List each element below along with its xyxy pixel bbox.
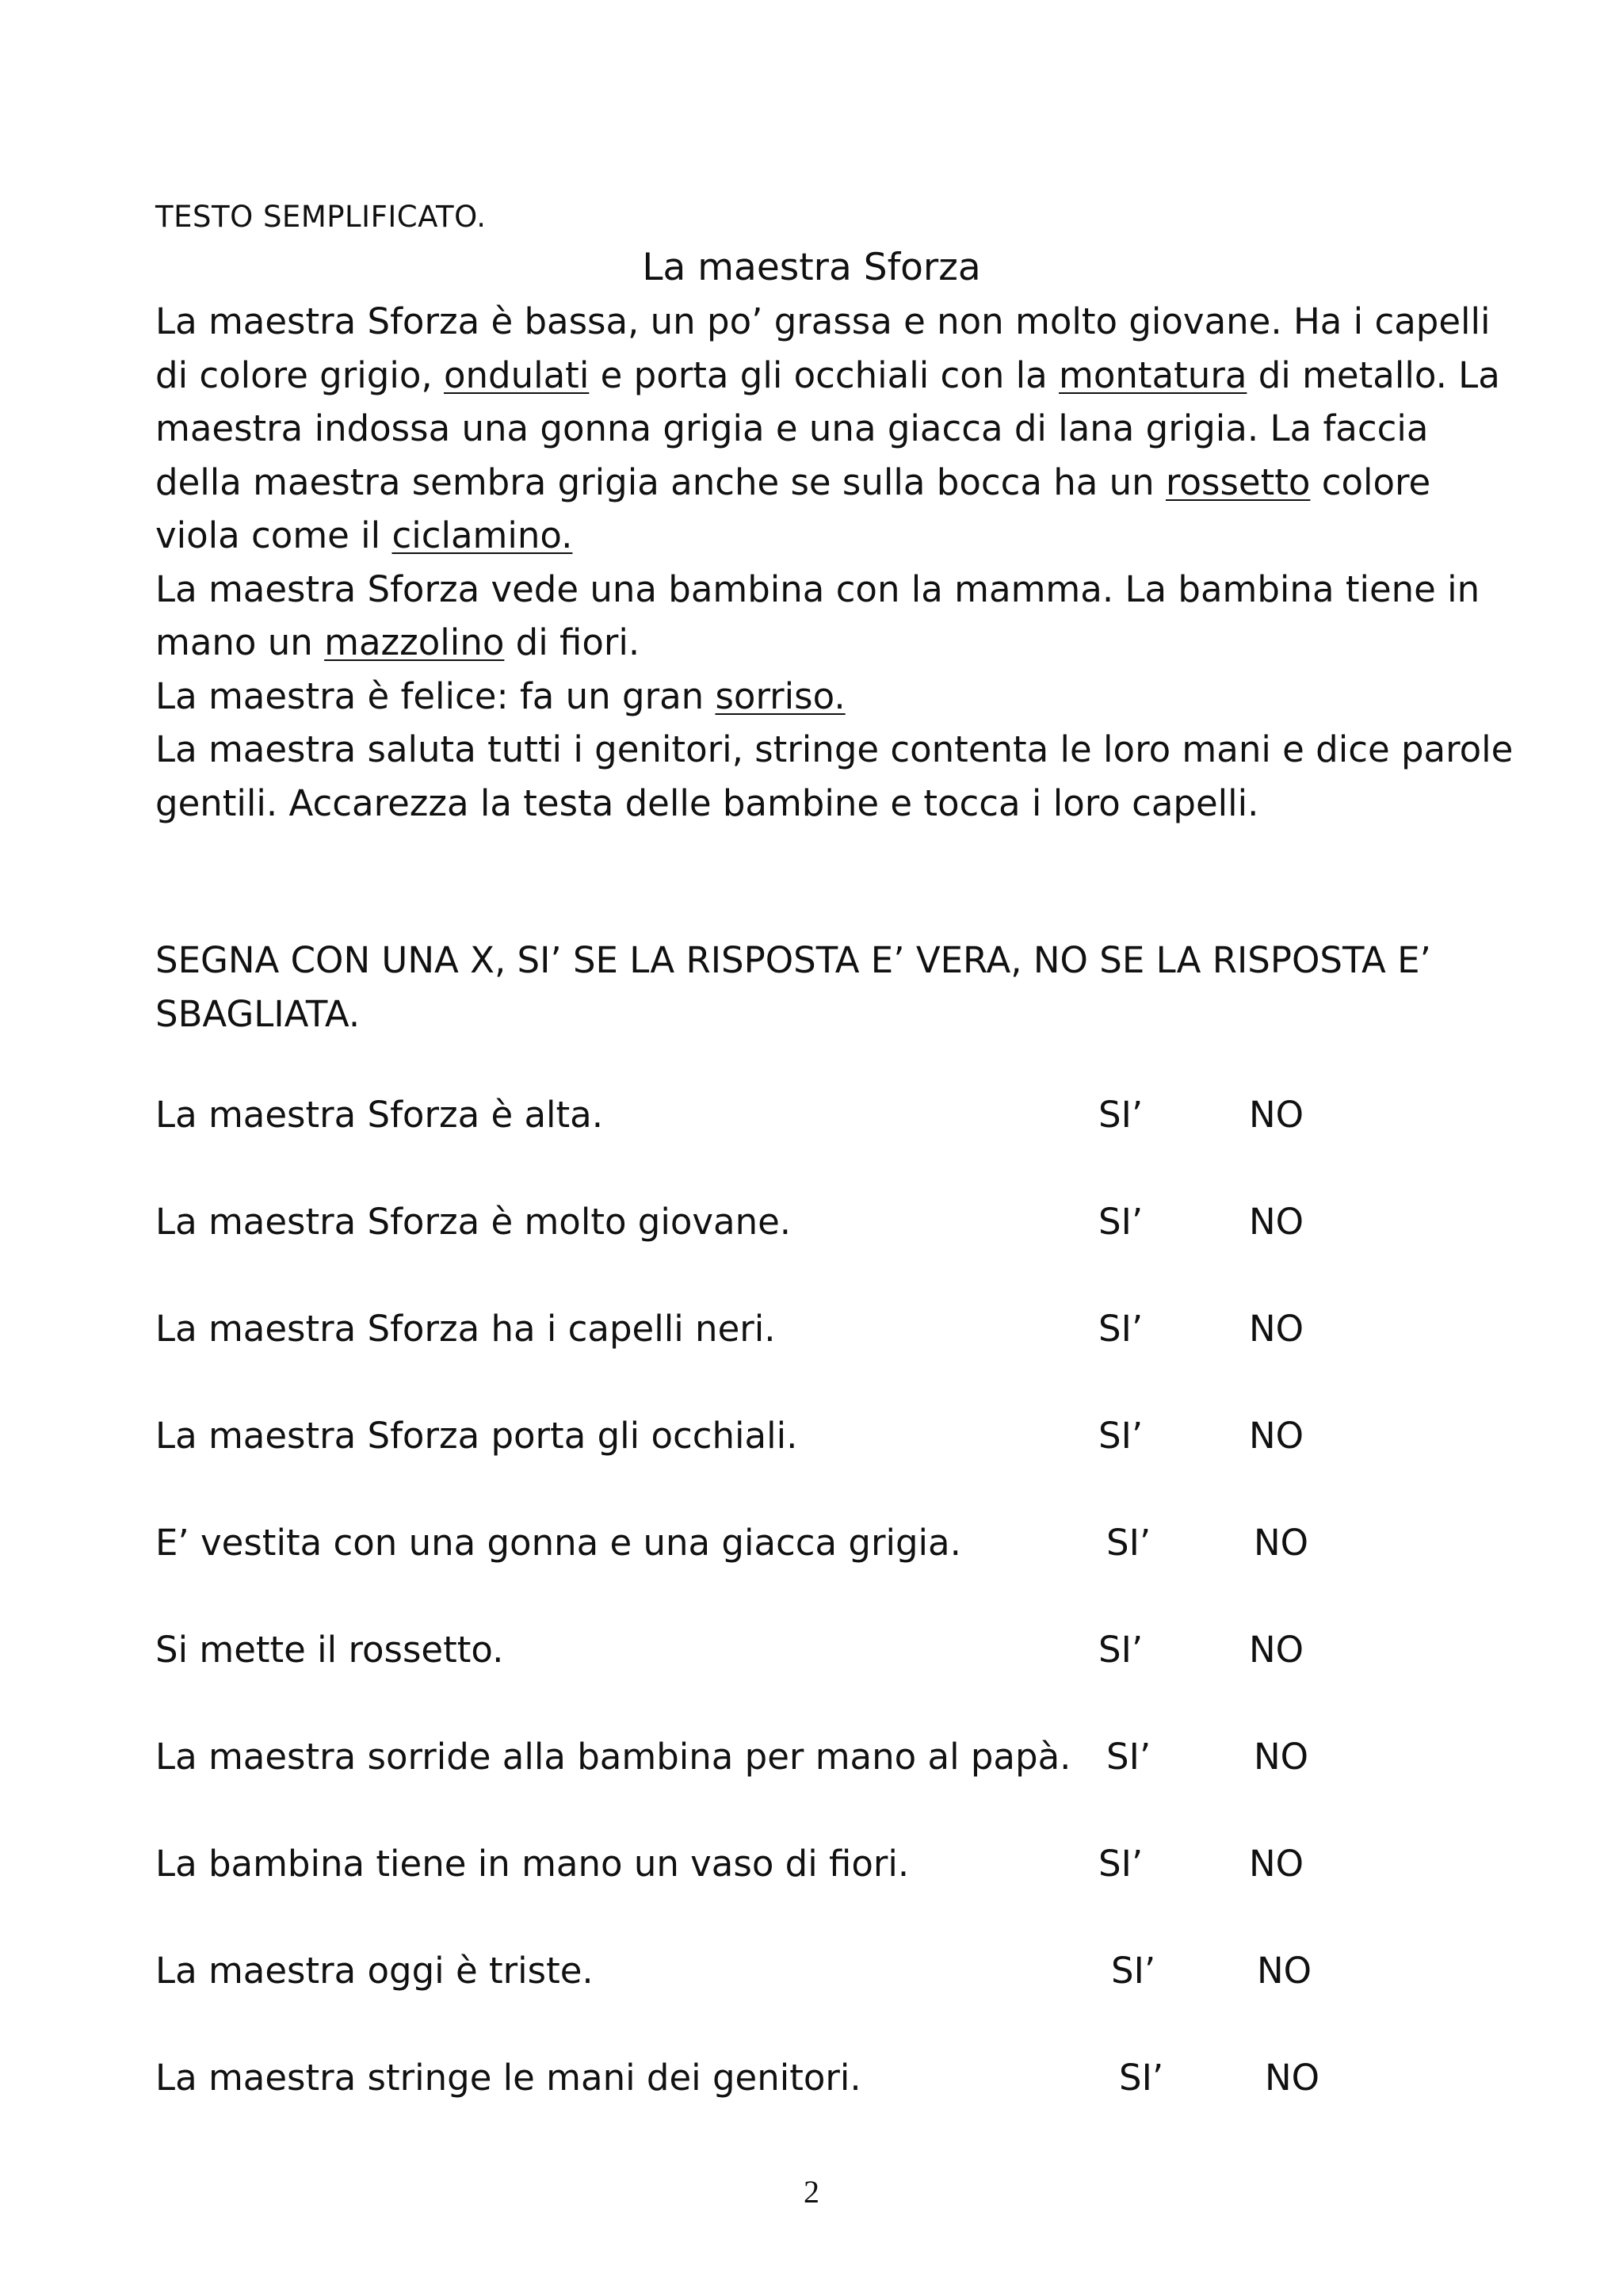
question-text: La maestra oggi è triste.: [155, 1950, 594, 1992]
instructions-text: SEGNA CON UNA X, SI’ SE LA RISPOSTA E’ VERA, NO SE LA RISPOSTA E’ SBAGLIATA.: [155, 939, 1431, 1035]
underlined-word: mazzolino: [324, 621, 505, 663]
question-text: Si mette il rossetto.: [155, 1629, 504, 1671]
answer-no-option[interactable]: NO: [1249, 1843, 1304, 1885]
page-title: La maestra Sforza: [642, 246, 981, 289]
page-number: 2: [804, 2174, 819, 2210]
answer-no-option[interactable]: NO: [1249, 1094, 1304, 1136]
quiz-item: [155, 1736, 1439, 1791]
question-text: La maestra Sforza è alta.: [155, 1094, 604, 1136]
answer-si-option[interactable]: SI’: [1098, 1094, 1144, 1136]
quiz-item: [155, 1415, 1439, 1470]
answer-si-option[interactable]: SI’: [1119, 2057, 1164, 2099]
story-text: [155, 295, 1518, 830]
header-label: TESTO SEMPLIFICATO.: [155, 200, 487, 234]
question-text: La maestra sorride alla bambina per mano al papà.: [155, 1736, 1071, 1778]
underlined-word: rossetto: [1165, 460, 1311, 503]
question-text: La maestra Sforza porta gli occhiali.: [155, 1415, 798, 1457]
answer-no-option[interactable]: NO: [1249, 1629, 1304, 1671]
question-text: La maestra Sforza ha i capelli neri.: [155, 1308, 776, 1350]
quiz-item: [155, 2057, 1439, 2112]
question-text: La maestra stringe le mani dei genitori.: [155, 2057, 861, 2099]
underlined-word: sorriso.: [715, 674, 846, 717]
answer-no-option[interactable]: NO: [1254, 1736, 1309, 1778]
answer-si-option[interactable]: SI’: [1106, 1522, 1151, 1564]
answer-si-option[interactable]: SI’: [1098, 1308, 1144, 1350]
question-text: E’ vestita con una gonna e una giacca grigia.: [155, 1522, 961, 1564]
answer-si-option[interactable]: SI’: [1111, 1950, 1156, 1992]
answer-si-option[interactable]: SI’: [1098, 1629, 1144, 1671]
answer-si-option[interactable]: SI’: [1098, 1201, 1144, 1243]
quiz-item: [155, 1950, 1439, 2005]
underlined-word: montatura: [1059, 353, 1247, 396]
answer-no-option[interactable]: NO: [1257, 1950, 1312, 1992]
answer-si-option[interactable]: SI’: [1098, 1843, 1144, 1885]
quiz-item: [155, 1201, 1439, 1256]
quiz-item: [155, 1308, 1439, 1363]
exercise-instructions: [155, 934, 1518, 1041]
underlined-word: ondulati: [443, 353, 590, 396]
quiz-item: [155, 1522, 1439, 1577]
story-paragraph-2: La maestra Sforza vede una bambina con la mamma. La bambina tiene in mano un mazzolino di fiori.: [155, 567, 1480, 663]
answer-no-option[interactable]: NO: [1249, 1201, 1304, 1243]
question-text: La maestra Sforza è molto giovane.: [155, 1201, 792, 1243]
question-text: La bambina tiene in mano un vaso di fiori.: [155, 1843, 910, 1885]
quiz-item: [155, 1094, 1439, 1149]
answer-no-option[interactable]: NO: [1249, 1415, 1304, 1457]
quiz-item: [155, 1843, 1439, 1898]
answer-si-option[interactable]: SI’: [1106, 1736, 1151, 1778]
answer-si-option[interactable]: SI’: [1098, 1415, 1144, 1457]
answer-no-option[interactable]: NO: [1265, 2057, 1320, 2099]
story-paragraph-3: La maestra è felice: fa un gran sorriso.: [155, 674, 846, 717]
answer-no-option[interactable]: NO: [1254, 1522, 1309, 1564]
story-paragraph-1: La maestra Sforza è bassa, un po’ grassa e non molto giovane. Ha i capelli di colore grigio, ondulati e porta gli occhiali con la montatura di metallo. La maestra indossa una gonna grigia e una giacca di lana grigia. La faccia della maestra sembra grigia anche se sulla bocca ha un rossetto colore viola come il ciclamino.: [155, 300, 1500, 556]
story-paragraph-4: La maestra saluta tutti i genitori, stringe contenta le loro mani e dice parole gentili. Accarezza la testa delle bambine e tocca i loro capelli.: [155, 728, 1514, 824]
underlined-word: ciclamino.: [391, 514, 573, 556]
quiz-item: [155, 1629, 1439, 1684]
answer-no-option[interactable]: NO: [1249, 1308, 1304, 1350]
